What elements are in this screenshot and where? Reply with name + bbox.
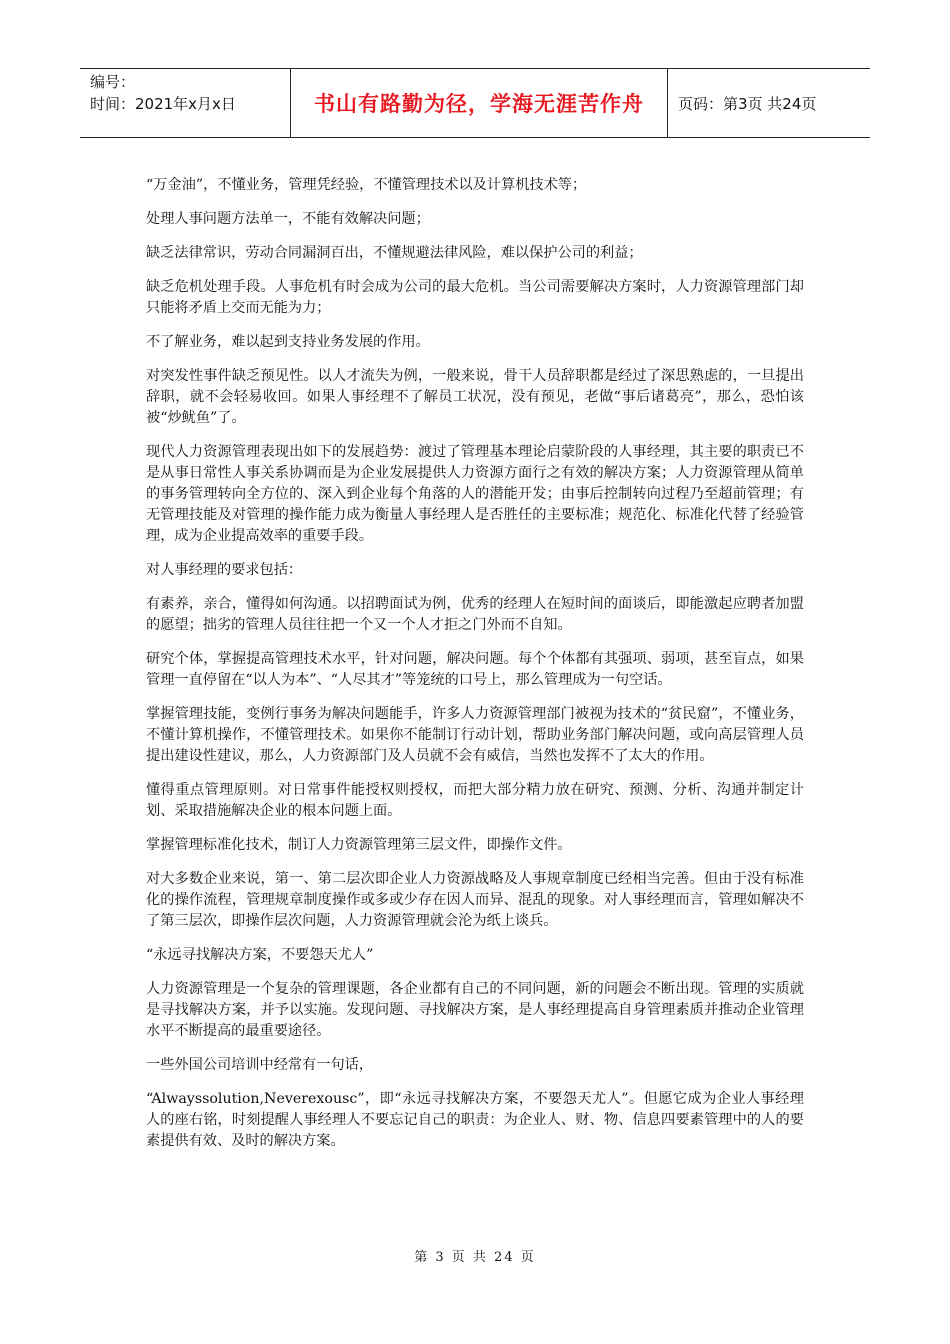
paragraph: 对人事经理的要求包括： <box>146 562 303 578</box>
header-motto: 书山有路勤为径，学海无涯苦作舟 <box>290 68 668 138</box>
paragraph: “Alwayssolution,Neverexousc”，即“永远寻找解决方案，不要怨天尤人”。但愿它成为企业人事经理人的座右铭，时刻提醒人事经理人不要忘记自己的职责：为企业人、财、物、信息四要素管理中的人的要素提供有效、及时的解决方案。 <box>146 1091 804 1149</box>
paragraph: 有素养，亲合，懂得如何沟通。以招聘面试为例，优秀的经理人在短时间的面谈后，即能激起应聘者加盟的愿望；拙劣的管理人员往往把一个又一个人才拒之门外而不自知。 <box>146 596 804 633</box>
paragraph: 掌握管理标准化技术，制订人力资源管理第三层文件，即操作文件。 <box>146 837 572 853</box>
paragraph: 现代人力资源管理表现出如下的发展趋势：渡过了管理基本理论启蒙阶段的人事经理，其主要的职责已不是从事日常性人事关系协调而是为企业发展提供人力资源方面行之有效的解决方案；人力资源管理从简单的事务管理转向全方位的、深入到企业每个角落的人的潜能开发；由事后控制转向过程乃至超前管理；有无管理技能及对管理的操作能力成为衡量人事经理人是否胜任的主要标准；规范化、标准化代替了经验管理，成为企业提高效率的重要手段。 <box>146 444 804 544</box>
paragraph: 掌握管理技能，变例行事务为解决问题能手，许多人力资源管理部门被视为技术的“贫民窟”，不懂业务，不懂计算机操作，不懂管理技术。如果你不能制订行动计划，帮助业务部门解决问题，或向高层管理人员提出建设性建议，那么，人力资源部门及人员就不会有威信，当然也发挥不了太大的作用。 <box>146 706 804 764</box>
document-number-label: 编号： <box>90 73 136 91</box>
paragraph: 缺乏危机处理手段。人事危机有时会成为公司的最大危机。当公司需要解决方案时，人力资源管理部门却只能将矛盾上交而无能为力； <box>146 279 804 316</box>
paragraph: “万金油”，不懂业务，管理凭经验，不懂管理技术以及计算机技术等； <box>146 177 587 193</box>
paragraph: 缺乏法律常识，劳动合同漏洞百出，不懂规避法律风险，难以保护公司的利益； <box>146 245 643 261</box>
header-left <box>80 69 290 137</box>
paragraph: 研究个体，掌握提高管理技术水平，针对问题，解决问题。每个个体都有其强项、弱项，甚至盲点，如果管理一直停留在“以人为本”、“人尽其才”等笼统的口号上，那么管理成为一句空话。 <box>146 651 804 688</box>
paragraph: 对突发性事件缺乏预见性。以人才流失为例，一般来说，骨干人员辞职都是经过了深思熟虑的，一旦提出辞职，就不会轻易收回。如果人事经理不了解员工状况，没有预见，老做“事后诸葛亮”，那么，恐怕该被“炒鱿鱼”了。 <box>146 368 804 426</box>
paragraph: 处理人事问题方法单一，不能有效解决问题； <box>146 211 430 227</box>
paragraph: 懂得重点管理原则。对日常事件能授权则授权，而把大部分精力放在研究、预测、分析、沟通并制定计划、采取措施解决企业的根本问题上面。 <box>146 782 804 819</box>
page-header <box>80 68 870 138</box>
document-date: 时间：2021年x月x日 <box>90 95 236 113</box>
paragraph: 人力资源管理是一个复杂的管理课题，各企业都有自己的不同问题，新的问题会不断出现。管理的实质就是寻找解决方案，并予以实施。发现问题、寻找解决方案，是人事经理提高自身管理素质并推动企业管理水平不断提高的最重要途径。 <box>146 981 804 1039</box>
paragraph: 不了解业务，难以起到支持业务发展的作用。 <box>146 334 430 350</box>
page-footer: 第 3 页 共 24 页 <box>414 1250 536 1265</box>
header-page-info: 页码：第3页 共24页 <box>678 94 817 113</box>
paragraph: 对大多数企业来说，第一、第二层次即企业人力资源战略及人事规章制度已经相当完善。但由于没有标准化的操作流程，管理规章制度操作或多或少存在因人而异、混乱的现象。对人事经理而言，管理如解决不了第三层次，即操作层次问题，人力资源管理就会沦为纸上谈兵。 <box>146 871 804 929</box>
document-body <box>146 175 804 1165</box>
paragraph: “永远寻找解决方案，不要怨天尤人” <box>146 947 374 963</box>
paragraph: 一些外国公司培训中经常有一句话， <box>146 1057 374 1073</box>
